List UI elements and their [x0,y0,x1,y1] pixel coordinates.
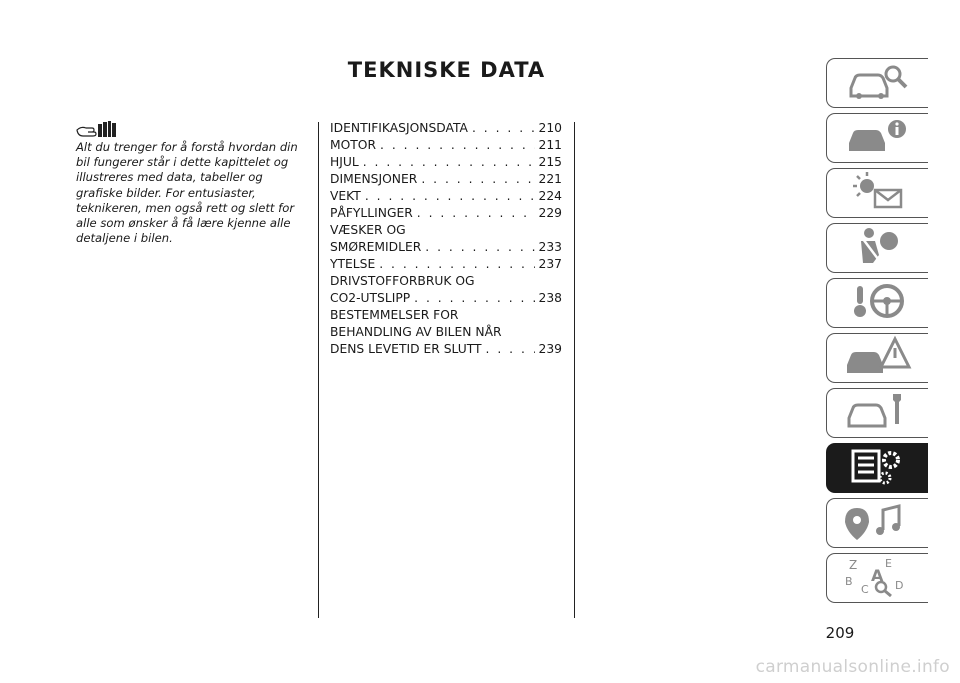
toc-entry-label: YTELSE [330,257,376,271]
toc-page-number: 229 [538,206,562,220]
svg-text:E: E [884,557,892,570]
chapter-tab[interactable] [826,168,928,218]
toc-leader-dots [472,120,535,137]
toc-leader-dots [379,256,534,273]
toc-leader-dots [425,239,534,256]
toc-page-number: 210 [538,121,562,135]
toc-entry-label: IDENTIFIKASJONSDATA [330,121,468,135]
toc-entry[interactable] [330,120,562,137]
chapter-tab[interactable] [826,223,928,273]
toc-page-number: 215 [538,155,562,169]
toc-leader-dots [421,171,534,188]
chapter-tab[interactable] [826,443,928,493]
toc-leader-dots [417,205,535,222]
toc-entry[interactable] [330,222,562,256]
svg-text:Z: Z [848,558,857,572]
key-steering-wheel-icon [843,280,913,326]
car-warning-triangle-icon [843,335,913,381]
column-divider-left [318,122,319,618]
toc-leader-dots [380,137,534,154]
toc-page-number: 211 [538,138,562,152]
car-wrench-icon [843,390,913,436]
toc-page-number: 233 [538,240,562,254]
toc-entry[interactable] [330,188,562,205]
chapter-tab[interactable] [826,553,928,603]
svg-text:B: B [844,575,853,588]
chapter-tab[interactable] [826,58,928,108]
toc-entry-label: DIMENSJONER [330,172,418,186]
toc-entry-label: SMØREMIDLER [330,240,422,254]
toc-leader-dots [363,154,535,171]
toc-entry[interactable] [330,205,562,222]
alphabetical-index-icon [843,555,913,601]
chapter-tab[interactable] [826,498,928,548]
toc-entry-label: PÅFYLLINGER [330,206,413,220]
technical-data-gears-icon [843,445,913,491]
toc-entry-label-line: DRIVSTOFFORBRUK OG [330,274,475,288]
page-title: TEKNISKE DATA [347,58,546,82]
toc-entry[interactable] [330,137,562,154]
table-of-contents [330,120,562,358]
watermark: carmanualsonline.info [755,657,950,677]
toc-page-number: 224 [538,189,562,203]
toc-entry[interactable] [330,273,562,307]
toc-leader-dots [365,188,535,205]
toc-leader-dots [414,290,534,307]
airbag-seatbelt-icon [843,225,913,271]
toc-page-number: 239 [538,342,562,356]
toc-leader-dots [486,341,535,358]
toc-entry-label: DENS LEVETID ER SLUTT [330,342,482,356]
toc-entry-label-line: VÆSKER OG [330,223,406,237]
toc-entry-label-line: BEHANDLING AV BILEN NÅR [330,325,502,339]
toc-entry-label-line: BESTEMMELSER FOR [330,308,459,322]
warning-light-message-icon [843,170,913,216]
toc-entry[interactable] [330,256,562,273]
toc-entry-label: MOTOR [330,138,377,152]
svg-text:D: D [894,579,903,592]
toc-page-number: 221 [538,172,562,186]
svg-text:A: A [870,566,883,585]
page-number: 209 [825,624,855,642]
chapter-tab[interactable] [826,388,928,438]
toc-entry[interactable] [330,307,562,358]
toc-page-number: 238 [538,291,562,305]
toc-entry-label: CO2-UTSLIPP [330,291,411,305]
car-info-icon [843,115,913,161]
chapter-tab[interactable] [826,278,928,328]
toc-entry-label: HJUL [330,155,359,169]
column-divider-right [574,122,575,618]
toc-page-number: 237 [538,257,562,271]
intro-text: Alt du trenger for å forstå hvordan din bil fungerer står i dette kapittelet og illustreres med data, tabeller og grafiske bilder. For entusiaster, teknikeren, men også rett og slett for alle som ønsker å få lære kjenne alle detaljene i bilen. [76,140,298,246]
toc-entry-label: VEKT [330,189,361,203]
chapter-tab[interactable] [826,333,928,383]
car-search-icon [843,60,913,106]
toc-entry[interactable] [330,154,562,171]
multimedia-icon [843,500,913,546]
chapter-tabs [826,58,928,608]
toc-entry[interactable] [330,171,562,188]
svg-text:C: C [860,583,869,596]
hand-pointing-book-icon [76,120,118,138]
chapter-tab[interactable] [826,113,928,163]
